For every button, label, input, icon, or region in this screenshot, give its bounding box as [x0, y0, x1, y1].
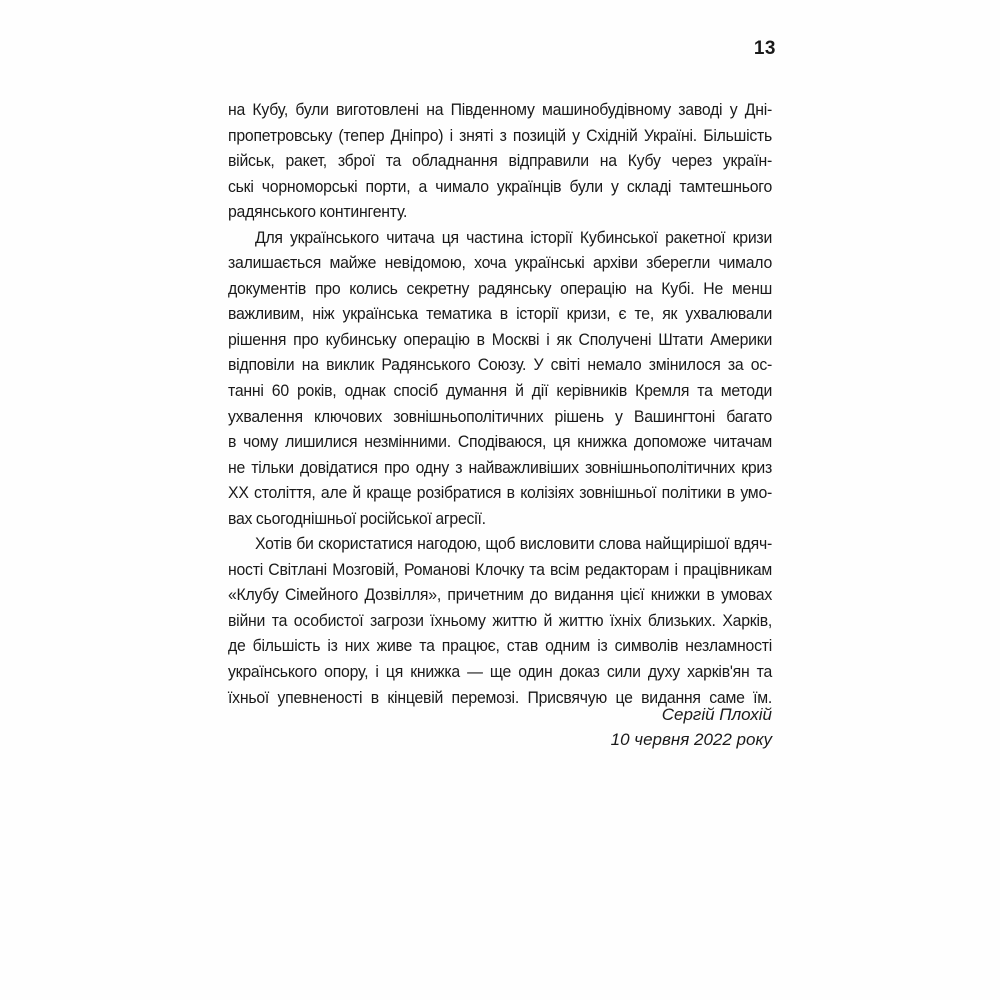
signature-author: Сергій Плохій	[661, 705, 772, 724]
text-line: на Кубу, були виготовлені на Південному машинобудівному заводі у Дні-	[228, 100, 773, 119]
text-line: Хотів би скористатися нагодою, щоб висловити слова найщирішої вдяч-	[254, 534, 773, 554]
text-line: не тільки довідатися про одну з найважливіших зовнішньополітичних криз	[228, 457, 773, 477]
text-line: «Клубу Сімейного Дозвілля», причетним до видання цієї книжки в умовах	[228, 585, 773, 605]
signature-date: 10 червня 2022 року	[610, 730, 772, 749]
text-line: українського опору, і ця книжка — ще один доказ сили духу харків'ян та	[228, 662, 773, 682]
text-line: ухвалення ключових зовнішньополітичних рішень у Вашингтоні багато	[228, 406, 773, 426]
text-line: радянського контингенту.	[228, 202, 408, 222]
text-line: вах сьогоднішньої російської агресії.	[228, 508, 486, 528]
text-line: документів про колись секретну радянську операцію на Кубі. Не менш	[228, 278, 773, 298]
text-line: пропетровську (тепер Дніпро) і зняті з позицій у Східній Україні. Більшість	[228, 125, 773, 145]
text-line: ські чорноморські порти, а чимало українців були у складі тамтешнього	[228, 176, 773, 196]
text-line: Для українського читача ця частина історії Кубинської ракетної кризи	[254, 227, 773, 247]
text-line: в чому лишилися незмінними. Сподіваюся, ця книжка допоможе читачам	[228, 432, 773, 452]
text-line: де більшість із них живе та працює, став одним із символів незламності	[228, 636, 773, 656]
text-line: важливим, ніж українська тематика в історії кризи, є те, як ухвалювали	[228, 304, 773, 324]
text-line: війни та особистої загрози їхньому життю й життю їхніх близьких. Харків,	[228, 610, 773, 630]
text-line: їхньої упевненості в кінцевій перемозі. Присвячую це видання саме їм.	[228, 687, 773, 707]
text-line: танні 60 років, однак спосіб думання й дії керівників Кремля та методи	[228, 381, 773, 401]
page-number: 13	[753, 38, 776, 59]
text-line: військ, ракет, зброї та обладнання відправили на Кубу через україн-	[228, 151, 773, 171]
text-line: залишається майже невідомою, хоча українські архіви зберегли чимало	[228, 253, 773, 273]
body-text	[228, 97, 772, 710]
text-line: XX століття, але й краще розібратися в колізіях зовнішньої політики в умо-	[228, 483, 773, 503]
text-line: ності Світлані Мозговій, Романові Клочку та всім редакторам і працівникам	[228, 559, 773, 579]
text-line: відповіли на виклик Радянського Союзу. У світі немало змінилося за ос-	[228, 355, 773, 375]
text-line: рішення про кубинську операцію в Москві і як Сполучені Штати Америки	[228, 329, 773, 349]
